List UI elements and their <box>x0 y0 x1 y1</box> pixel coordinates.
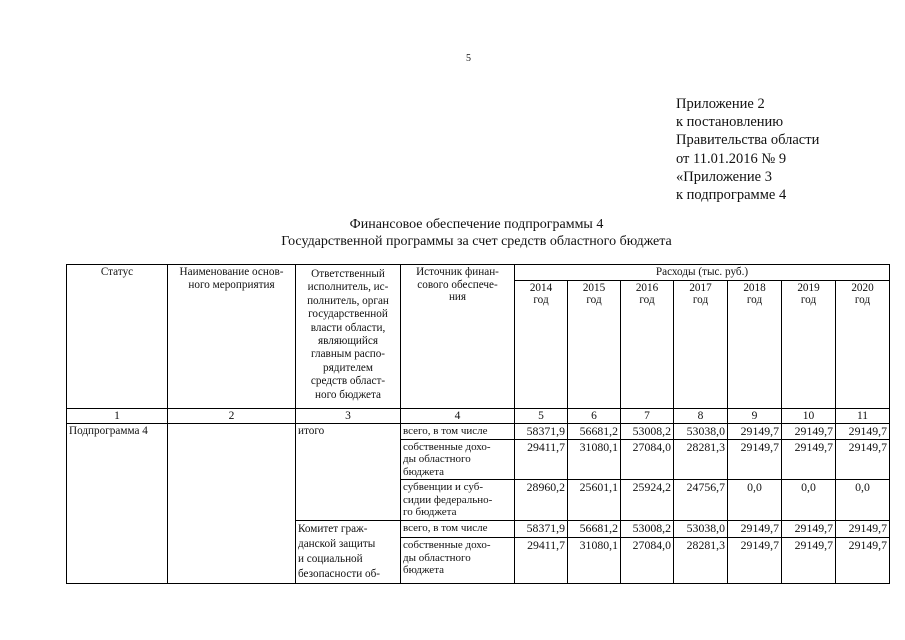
header-status-label: Статус <box>100 266 134 278</box>
value-cell: 53008,2 <box>621 520 674 538</box>
header-year: 2019 год <box>782 280 836 408</box>
status-cell: Подпрограмма 4 <box>67 424 168 584</box>
value-cell: 29149,7 <box>782 424 836 440</box>
executor-cell: Комитет граж- данской защиты и социальной безопасности об- <box>296 520 401 583</box>
column-number: 1 <box>67 408 168 424</box>
value-cell: 53038,0 <box>674 424 728 440</box>
value-cell: 29149,7 <box>836 439 890 480</box>
source-cell: собственные дохо- ды областного бюджета <box>401 439 515 480</box>
header-year: 2017 год <box>674 280 728 408</box>
value-cell: 56681,2 <box>568 520 621 538</box>
column-number: 11 <box>836 408 890 424</box>
value-cell: 29411,7 <box>515 538 568 584</box>
value-cell: 58371,9 <box>515 520 568 538</box>
appendix-line: «Приложение 3 <box>676 168 772 185</box>
document-title-line1: Финансовое обеспечение подпрограммы 4 <box>349 217 604 232</box>
column-number: 10 <box>782 408 836 424</box>
header-measure-label: Наименование основ- ного мероприятия <box>179 266 284 291</box>
source-cell: собственные дохо- ды областного бюджета <box>401 538 515 584</box>
executor-cell: итого <box>296 424 401 521</box>
header-year: 2014 год <box>515 280 568 408</box>
value-cell: 29149,7 <box>782 520 836 538</box>
appendix-line: Приложение 2 <box>676 96 765 112</box>
value-cell: 29149,7 <box>728 538 782 584</box>
source-cell: всего, в том числе <box>401 520 515 538</box>
appendix-line: к подпрограмме 4 <box>676 187 787 204</box>
value-cell: 58371,9 <box>515 424 568 440</box>
column-number-row <box>67 408 890 424</box>
value-cell: 29149,7 <box>836 538 890 584</box>
header-source <box>401 265 515 409</box>
value-cell: 29411,7 <box>515 439 568 480</box>
value-cell: 0,0 <box>728 480 782 521</box>
value-cell: 29149,7 <box>782 439 836 480</box>
value-cell: 28281,3 <box>674 538 728 584</box>
header-executor <box>296 265 401 409</box>
appendix-block <box>676 95 819 204</box>
value-cell: 29149,7 <box>836 424 890 440</box>
header-status <box>67 265 168 409</box>
header-source-label: Источник финан- сового обеспече- ния <box>416 266 499 304</box>
page-number: 5 <box>466 53 471 64</box>
appendix-line: к постановлению <box>676 114 784 131</box>
value-cell: 27084,0 <box>621 439 674 480</box>
header-year: 2020 год <box>836 280 890 408</box>
column-number: 4 <box>401 408 515 424</box>
column-number: 3 <box>296 408 401 424</box>
header-measure <box>168 265 296 409</box>
value-cell: 53008,2 <box>621 424 674 440</box>
value-cell: 56681,2 <box>568 424 621 440</box>
column-number: 2 <box>168 408 296 424</box>
table-row <box>67 424 890 440</box>
column-number: 9 <box>728 408 782 424</box>
value-cell: 25924,2 <box>621 480 674 521</box>
header-expenses-label: Расходы (тыс. руб.) <box>655 266 749 278</box>
value-cell: 0,0 <box>782 480 836 521</box>
document-title-line2: Государственной программы за счет средств областного бюджета <box>281 234 672 249</box>
value-cell: 24756,7 <box>674 480 728 521</box>
value-cell: 31080,1 <box>568 538 621 584</box>
value-cell: 28960,2 <box>515 480 568 521</box>
value-cell: 29149,7 <box>782 538 836 584</box>
appendix-line: Правительства области <box>676 132 820 149</box>
header-expenses <box>515 265 890 281</box>
financing-table <box>66 264 890 584</box>
value-cell: 29149,7 <box>836 520 890 538</box>
value-cell: 31080,1 <box>568 439 621 480</box>
source-cell: всего, в том числе <box>401 424 515 440</box>
value-cell: 27084,0 <box>621 538 674 584</box>
value-cell: 28281,3 <box>674 439 728 480</box>
header-row-1 <box>67 265 890 281</box>
column-number: 5 <box>515 408 568 424</box>
header-year: 2015 год <box>568 280 621 408</box>
header-year: 2018 год <box>728 280 782 408</box>
value-cell: 29149,7 <box>728 520 782 538</box>
value-cell: 25601,1 <box>568 480 621 521</box>
measure-cell <box>168 424 296 584</box>
source-cell: субвенции и суб- сидии федерально- го бюджета <box>401 480 515 521</box>
value-cell: 0,0 <box>836 480 890 521</box>
value-cell: 53038,0 <box>674 520 728 538</box>
appendix-line: от 11.01.2016 № 9 <box>676 150 787 167</box>
column-number: 8 <box>674 408 728 424</box>
column-number: 7 <box>621 408 674 424</box>
header-year: 2016 год <box>621 280 674 408</box>
value-cell: 29149,7 <box>728 439 782 480</box>
header-executor-label: Ответственный исполнитель, ис- полнитель, орган государственной власти области, являющийся главным распо- рядителем средств област- ного бюджета <box>307 268 389 401</box>
column-number: 6 <box>568 408 621 424</box>
value-cell: 29149,7 <box>728 424 782 440</box>
